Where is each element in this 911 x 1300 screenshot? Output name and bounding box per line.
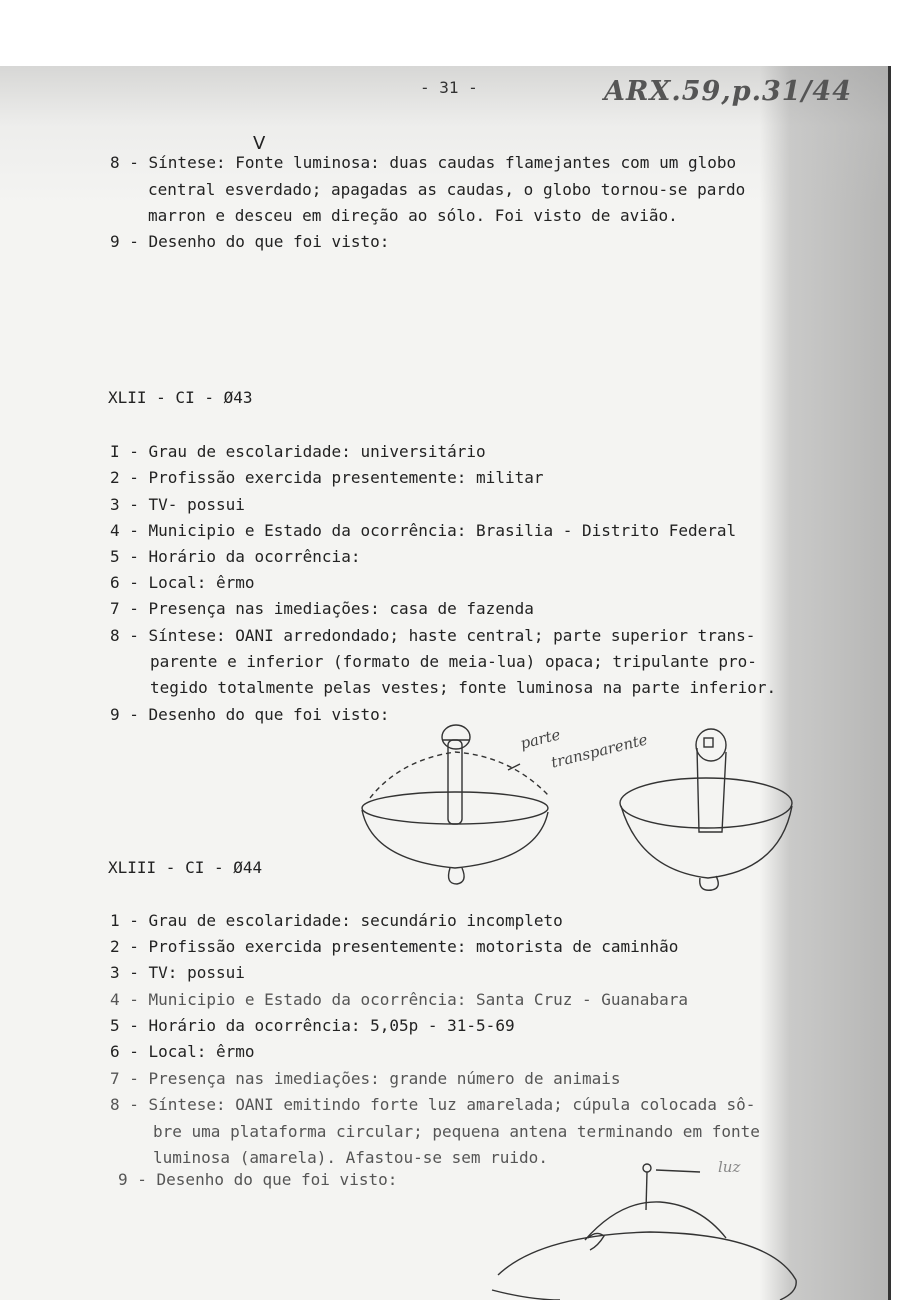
prev-drawing-label: 9 - Desenho do que foi visto: <box>110 232 390 251</box>
s43-item-7: 7 - Presença nas imediações: casa de fazenda <box>110 599 534 618</box>
s44-item-8-cont-1: bre uma plataforma circular; pequena antena terminando em fonte <box>153 1122 760 1141</box>
section-43-title: XLII - CI - Ø43 <box>108 388 253 407</box>
s43-item-8: 8 - Síntese: OANI arredondado; haste central; parte superior trans- <box>110 626 756 645</box>
s43-sketch-note-1: parte <box>518 725 563 753</box>
s43-item-1: I - Grau de escolaridade: universitário <box>110 442 486 461</box>
s43-item-6: 6 - Local: êrmo <box>110 573 255 592</box>
s43-item-2: 2 - Profissão exercida presentemente: militar <box>110 468 544 487</box>
prev-synthesis-line-2: central esverdado; apagadas as caudas, o globo tornou-se pardo <box>148 180 746 199</box>
prev-synthesis-line-3: marron e desceu em direção ao sólo. Foi visto de avião. <box>148 206 678 225</box>
prev-synthesis-line-1: 8 - Síntese: Fonte luminosa: duas caudas flamejantes com um globo <box>110 153 737 172</box>
s43-item-5: 5 - Horário da ocorrência: <box>110 547 361 566</box>
s44-item-1: 1 - Grau de escolaridade: secundário incompleto <box>110 911 563 930</box>
s43-sketch-note-2: transparente <box>549 730 650 772</box>
s44-item-9: 9 - Desenho do que foi visto: <box>118 1170 398 1189</box>
s44-item-7: 7 - Presença nas imediações: grande número de animais <box>110 1069 621 1088</box>
s43-item-3: 3 - TV- possui <box>110 495 245 514</box>
s43-item-8-cont-1: parente e inferior (formato de meia-lua) opaca; tripulante pro- <box>150 652 757 671</box>
s44-item-6: 6 - Local: êrmo <box>110 1042 255 1061</box>
s44-item-8: 8 - Síntese: OANI emitindo forte luz amarelada; cúpula colocada sô- <box>110 1095 756 1114</box>
s44-item-2: 2 - Profissão exercida presentemente: motorista de caminhão <box>110 937 679 956</box>
s44-item-5: 5 - Horário da ocorrência: 5,05p - 31-5-69 <box>110 1016 515 1035</box>
s44-item-8-cont-2: luminosa (amarela). Afastou-se sem ruido. <box>153 1148 548 1167</box>
section-44-title: XLIII - CI - Ø44 <box>108 858 263 877</box>
s44-sketch-note: luz <box>718 1158 741 1176</box>
s43-item-8-cont-2: tegido totalmente pelas vestes; fonte luminosa na parte inferior. <box>150 678 777 697</box>
s43-item-9: 9 - Desenho do que foi visto: <box>110 705 390 724</box>
page-number: - 31 - <box>420 78 478 97</box>
s43-item-4: 4 - Municipio e Estado da ocorrência: Brasilia - Distrito Federal <box>110 521 737 540</box>
s44-item-4: 4 - Municipio e Estado da ocorrência: Santa Cruz - Guanabara <box>110 990 688 1009</box>
s44-item-3: 3 - TV: possui <box>110 963 245 982</box>
archive-reference-stamp: ARX.59,p.31/44 <box>604 76 852 107</box>
check-mark: V <box>253 133 266 154</box>
